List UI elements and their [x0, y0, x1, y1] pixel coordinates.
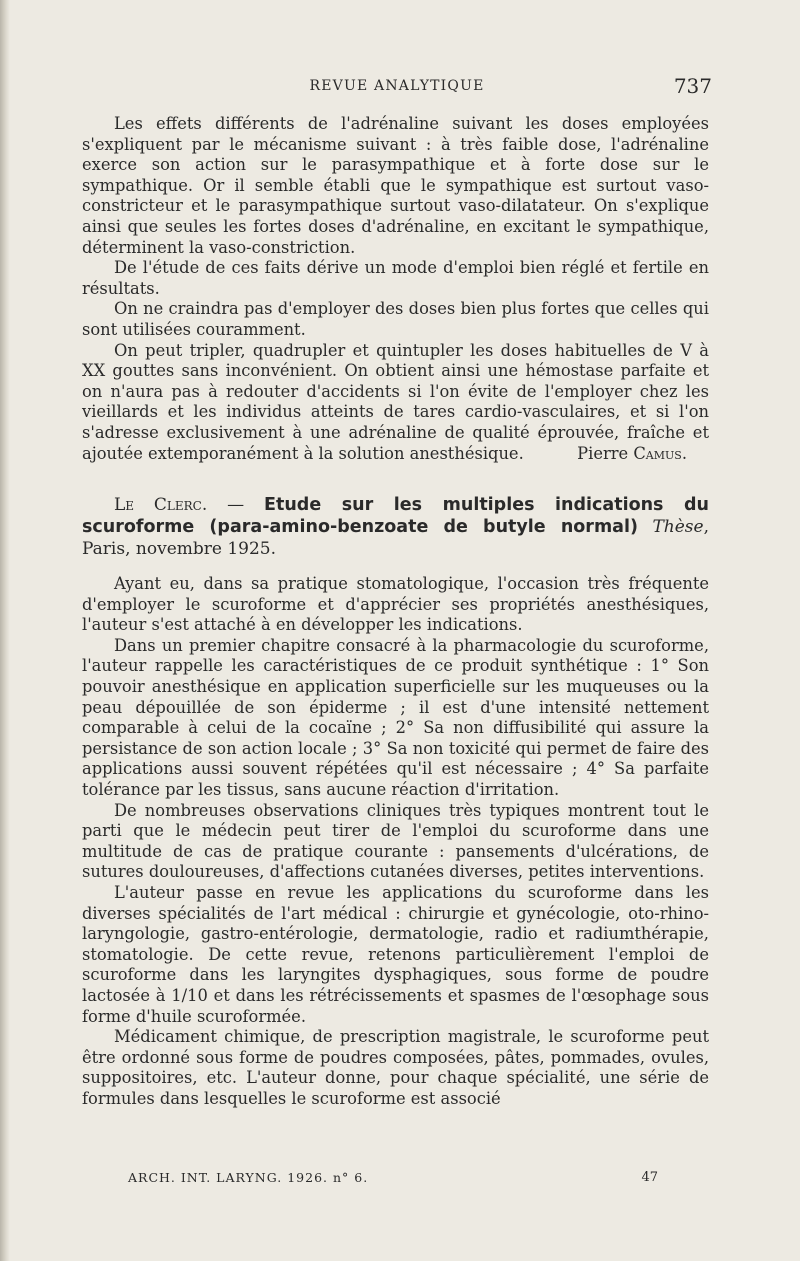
- paragraph: Ayant eu, dans sa pratique stomatologique, l'occasion très fréquente d'employer le scuroforme et d'apprécier ses propriétés anesthésiques, l'auteur s'est attaché à en développer les indications.: [82, 574, 709, 635]
- paragraph: De l'étude de ces faits dérive un mode d'emploi bien réglé et fertile en résultats.: [82, 258, 709, 298]
- entry-place-date: , Paris, novembre 1925.: [82, 517, 709, 560]
- page-body: [82, 114, 709, 1110]
- footer-signature-mark: 47: [641, 1170, 658, 1185]
- paragraph: Médicament chimique, de prescription magistrale, le scuroforme peut être ordonné sous forme de poudres composées, pâtes, pommades, ovules, suppositoires, etc. L'auteur donne, pour chaque spécialité, une série de formules dans lesquelles le scuroforme est associé: [82, 1027, 709, 1108]
- entry-author: Le Clerc.: [114, 495, 208, 516]
- footer-journal: ARCH. INT. LARYNG. 1926. n° 6.: [128, 1170, 369, 1185]
- paragraph: Dans un premier chapitre consacré à la pharmacologie du scuroforme, l'auteur rappelle les caractéristiques de ce produit synthétique : 1° Son pouvoir anesthésique en application superficielle sur les muqueuses ou la peau dépouillée de son épiderme ; il est d'une intensité nettement comparable à celui de la cocaïne ; 2° Sa non diffusibilité qui assure la persistance de son action locale ; 3° Sa non toxicité qui permet de faire des applications aussi souvent répétées qu'il est nécessaire ; 4° Sa parfaite tolérance par les tissus, sans aucune réaction d'irritation.: [82, 635, 709, 800]
- running-header: [82, 74, 712, 98]
- paragraph: Les effets différents de l'adrénaline suivant les doses employées s'expliquent par le mécanisme suivant : à très faible dose, l'adrénaline exerce son action sur le parasympathique et à forte dose sur le sympathique. Or il semble établi que le sympathique est surtout vaso-constricteur et le parasympathique surtout vaso-dilatateur. On s'explique ainsi que seules les fortes doses d'adrénaline, en excitant le sympathique, déterminent la vaso-constriction.: [82, 114, 709, 257]
- signature-last-name: Camus.: [633, 443, 687, 463]
- paragraph: On peut tripler, quadrupler et quintupler les doses habituelles de V à XX gouttes sans inconvénient. On obtient ainsi une hémostase parfaite et on n'aura pas à redouter d'accidents si l'on évite de l'employer chez les vieillards et les individus atteints de tares cardio-vasculaires, et si l'on s'adresse exclusivement à une adrénaline de qualité éprouvée, fraîche et ajoutée extemporanément à la solution anesthésique.: [82, 340, 709, 463]
- page-number: 737: [673, 74, 712, 98]
- bibliographic-entry: [82, 494, 709, 560]
- paragraph: L'auteur passe en revue les applications du scuroforme dans les diverses spécialités de l'art médical : chirurgie et gynécologie, oto-rhino-laryngologie, gastro-entérologie, dermatologie, radio et radiumthérapie, stomatologie. De cette revue, retenons particulièrement l'emploi de scuroforme dans les laryngites dysphagiques, sous forme de poudre lactosée à 1/10 et dans les rétrécissements et spasmes de l'œsophage sous forme d'huile scuroformée.: [82, 883, 709, 1026]
- signature-first-name: Pierre: [577, 443, 629, 463]
- paragraph: De nombreuses observations cliniques très typiques montrent tout le parti que le médecin peut tirer de l'emploi du scuroforme dans une multitude de cas de pratique courante : pansements d'ulcérations, de sutures douloureuses, d'affections cutanées diverses, petites interventions.: [82, 800, 709, 882]
- paragraph: On ne craindra pas d'employer des doses bien plus fortes que celles qui sont utilisées couramment.: [82, 299, 709, 339]
- entry-type: Thèse: [652, 517, 704, 538]
- entry-dash: —: [207, 495, 265, 516]
- running-title: REVUE ANALYTIQUE: [309, 78, 485, 94]
- page-spine-shadow: [0, 0, 10, 1261]
- page-footer: [128, 1170, 658, 1185]
- spacer: [82, 560, 709, 574]
- entry-title: Etude sur les multiples indications du scuroforme (para-amino-benzoate de butyle normal): [82, 495, 710, 538]
